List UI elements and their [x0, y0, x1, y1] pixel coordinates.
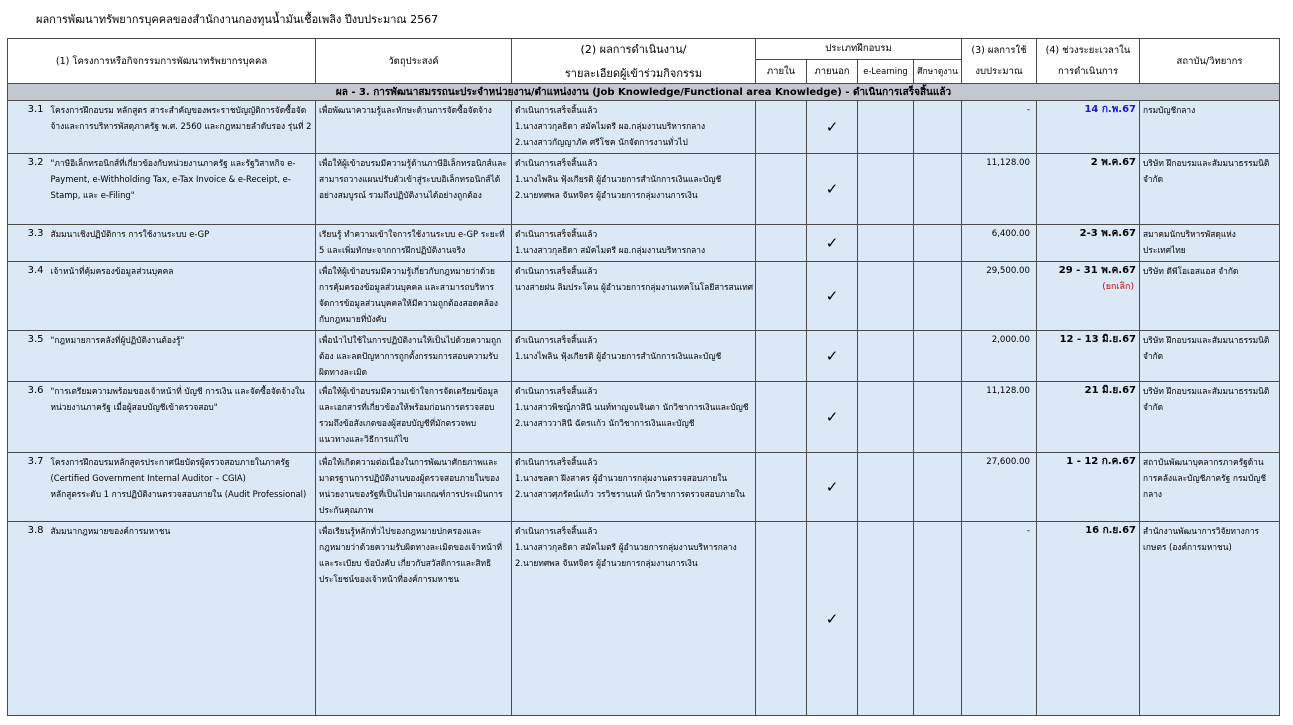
header-institute: สถาบัน/วิทยากร — [1140, 39, 1280, 84]
objective: เรียนรู้ ทำความเข้าใจการใช้งานระบบ e-GP ระยะที่ 5 และเพิ่มทักษะจากการฝึกปฏิบัติงานจริง — [316, 225, 512, 262]
table-row — [8, 522, 1280, 716]
internal-cell — [756, 262, 807, 331]
row-number: 3.2 — [8, 154, 48, 225]
table-row — [8, 101, 1280, 154]
budget: - — [962, 101, 1037, 154]
internal-cell — [756, 382, 807, 453]
table-row — [8, 382, 1280, 453]
study-visit-cell — [914, 522, 962, 716]
status: ดำเนินการเสร็จสิ้นแล้ว — [515, 526, 598, 536]
participant: 1.นางชลดา ฝีงสาคร ผู้อำนวยการกลุ่มงานตรวจสอบภายใน — [515, 473, 728, 483]
period: 21 มิ.ย.67 — [1037, 382, 1140, 453]
participant: 1.นางไพลิน ฟุ้งเกียรติ ผู้อำนวยการสำนักการเงินและบัญชี — [515, 351, 722, 361]
row-number: 3.3 — [8, 225, 48, 262]
participant: 1.นางสาวกุลธิดา สมัคไมตรี ผู้อำนวยการกลุ่มงานบริหารกลาง — [515, 542, 737, 552]
header-result-line2: รายละเอียดผู้เข้าร่วมกิจกรรม — [564, 67, 703, 80]
elearning-cell — [858, 101, 914, 154]
budget: 29,500.00 — [962, 262, 1037, 331]
elearning-cell — [858, 262, 914, 331]
result — [512, 453, 756, 522]
participant: นางสายฝน ลิมประโคน ผู้อำนวยการกลุ่มงานเทคโนโลยีสารสนเทศ — [515, 282, 754, 292]
project-name — [48, 453, 316, 522]
participant: 2.นางสาวศุภรัตน์แก้ว วรวิชรานนท์ นักวิชาการตรวจสอบภายใน — [515, 489, 745, 499]
objective: เพื่อให้ผู้เข้าอบรมมีความรู้เกี่ยวกับกฎหมายว่าด้วยการคุ้มครองข้อมูลส่วนบุคคล และสามารถบริหารจัดการข้อมูลส่วนบุคคลให้มีความถูกต้องสอดคล้องกับกฎหมายที่บังคับ — [316, 262, 512, 331]
table-row — [8, 262, 1280, 331]
budget: 27,600.00 — [962, 453, 1037, 522]
status: ดำเนินการเสร็จสิ้นแล้ว — [515, 105, 598, 115]
header-budget — [962, 39, 1037, 84]
table-row — [8, 331, 1280, 382]
header-internal: ภายใน — [756, 59, 807, 83]
result — [512, 154, 756, 225]
result — [512, 331, 756, 382]
elearning-cell — [858, 382, 914, 453]
internal-cell — [756, 154, 807, 225]
external-check-icon: ✓ — [807, 262, 858, 331]
result — [512, 382, 756, 453]
objective: เพื่อให้เกิดความต่อเนื่องในการพัฒนาศักยภาพและมาตรฐานการปฏิบัติงานของผู้ตรวจสอบภายในของหน่วยงานของรัฐที่เป็นไปตามเกณฑ์การประเมินการประกันคุณภาพ — [316, 453, 512, 522]
project-line: หลักสูตรระดับ 1 การปฏิบัติงานตรวจสอบภายใน (Audit Professional) — [50, 489, 307, 499]
status: ดำเนินการเสร็จสิ้นแล้ว — [515, 229, 598, 239]
institute: บริษัท ดีพีโอเอสแอส จำกัด — [1140, 262, 1280, 331]
elearning-cell — [858, 453, 914, 522]
participant: 2.นายทศพล จันทจิตร ผู้อำนวยการกลุ่มงานการเงิน — [515, 558, 698, 568]
elearning-cell — [858, 331, 914, 382]
project-line: (Certified Government Internal Auditor – CGIA) — [50, 473, 246, 483]
study-visit-cell — [914, 453, 962, 522]
external-check-icon: ✓ — [807, 225, 858, 262]
elearning-cell — [858, 225, 914, 262]
participant: 1.นางสาวกุลธิดา สมัคไมตรี ผอ.กลุ่มงานบริหารกลาง — [515, 121, 706, 131]
row-number: 3.7 — [8, 453, 48, 522]
participant: 1.นางสาวกุลธิดา สมัคไมตรี ผอ.กลุ่มงานบริหารกลาง — [515, 245, 706, 255]
period: 2-3 พ.ค.67 — [1037, 225, 1140, 262]
period — [1037, 262, 1140, 331]
objective: เพื่อนำไปใช้ในการปฏิบัติงานให้เป็นไปด้วยความถูกต้อง และลดปัญหาการถูกตั้งกรรมการสอบความรับผิดทางละเมิด — [316, 331, 512, 382]
header-project: (1) โครงการหรือกิจกรรมการพัฒนาทรัพยากรบุคคล — [8, 39, 316, 84]
institute: สมาคมนักบริหารพัสดุแห่งประเทศไทย — [1140, 225, 1280, 262]
internal-cell — [756, 225, 807, 262]
internal-cell — [756, 101, 807, 154]
row-number: 3.5 — [8, 331, 48, 382]
header-training-type: ประเภทฝึกอบรม — [756, 39, 962, 60]
header-study-visit: ศึกษาดูงาน — [914, 59, 962, 83]
row-number: 3.6 — [8, 382, 48, 453]
result — [512, 262, 756, 331]
external-check-icon: ✓ — [807, 453, 858, 522]
row-number: 3.1 — [8, 101, 48, 154]
header-result — [512, 39, 756, 84]
period: 1 - 12 ก.ค.67 — [1037, 453, 1140, 522]
result — [512, 522, 756, 716]
external-check-icon: ✓ — [807, 331, 858, 382]
project-name: เจ้าหน้าที่คุ้มครองข้อมูลส่วนบุคคล — [48, 262, 316, 331]
study-visit-cell — [914, 331, 962, 382]
status: ดำเนินการเสร็จสิ้นแล้ว — [515, 457, 598, 467]
budget: 6,400.00 — [962, 225, 1037, 262]
period-date: 14 ก.พ.67 — [1084, 104, 1136, 115]
budget: 11,128.00 — [962, 154, 1037, 225]
header-budget-line2: งบประมาณ — [975, 66, 1023, 77]
header-period — [1037, 39, 1140, 84]
table-row — [8, 154, 1280, 225]
project-name: "ภาษีอิเล็กทรอนิกส์ที่เกี่ยวข้องกับหน่วยงานภาครัฐ และรัฐวิสาหกิจ e-Payment, e-Withholding Tax, e-Tax Invoice & e-Receipt, e-Stamp, และ e-Filing" — [48, 154, 316, 225]
institute: กรมบัญชีกลาง — [1140, 101, 1280, 154]
study-visit-cell — [914, 382, 962, 453]
period-date: 29 - 31 พ.ค.67 — [1058, 265, 1136, 276]
external-check-icon: ✓ — [807, 101, 858, 154]
institute: บริษัท ฝึกอบรมและสัมมนาธรรมนิติ จำกัด — [1140, 154, 1280, 225]
period: 16 ก.ย.67 — [1037, 522, 1140, 716]
project-name: สัมมนาเชิงปฏิบัติการ การใช้งานระบบ e-GP — [48, 225, 316, 262]
study-visit-cell — [914, 154, 962, 225]
status: ดำเนินการเสร็จสิ้นแล้ว — [515, 386, 598, 396]
table-row — [8, 225, 1280, 262]
external-check-icon: ✓ — [807, 522, 858, 716]
project-name: "กฎหมายการคลังที่ผู้ปฏิบัติงานต้องรู้" — [48, 331, 316, 382]
header-period-line1: (4) ช่วงระยะเวลาใน — [1045, 45, 1131, 56]
participant: 1.นางสาวพิชญ์ภาสินี นนท์ทาญจนจินดา นักวิชาการเงินและบัญชี — [515, 402, 749, 412]
header-period-line2: การดำเนินการ — [1057, 66, 1119, 77]
objective: เพื่อให้ผู้เข้าอบรมมีความเข้าใจการจัดเตรียมข้อมูลและเอกสารที่เกี่ยวข้องให้พร้อมก่อนการตรวจสอบ รวมถึงข้อสังเกตของผู้สอบบัญชีที่มักตรวจพบ แนวทางและวิธีการแก้ไข — [316, 382, 512, 453]
objective: เพื่อพัฒนาความรู้และทักษะด้านการจัดซื้อจัดจ้าง — [316, 101, 512, 154]
result — [512, 101, 756, 154]
cancelled-note: (ยกเลิก) — [1102, 282, 1134, 292]
institute: สำนักงานพัฒนาการวิจัยทางการเกษตร (องค์การมหาชน) — [1140, 522, 1280, 716]
internal-cell — [756, 453, 807, 522]
project-name: โครงการฝึกอบรม หลักสูตร สาระสำคัญของพระราชบัญญัติการจัดซื้อจัดจ้างและการบริหารพัสดุภาครัฐ พ.ศ. 2560 และกฎหมายลำดับรอง รุ่นที่ 2 — [48, 101, 316, 154]
period — [1037, 101, 1140, 154]
elearning-cell — [858, 154, 914, 225]
row-number: 3.4 — [8, 262, 48, 331]
header-result-line1: (2) ผลการดำเนินงาน/ — [580, 43, 687, 56]
participant: 2.นางสาวกัญญาภัค ศรีโชค นักจัดการงานทั่วไป — [515, 137, 688, 147]
status: ดำเนินการเสร็จสิ้นแล้ว — [515, 266, 598, 276]
institute: สถาบันพัฒนาบุคลากรภาครัฐด้านการคลังและบัญชีภาครัฐ กรมบัญชีกลาง — [1140, 453, 1280, 522]
study-visit-cell — [914, 225, 962, 262]
project-line: โครงการฝึกอบรมหลักสูตรประกาศนียบัตรผู้ตรวจสอบภายในภาครัฐ — [50, 457, 290, 467]
header-external: ภายนอก — [807, 59, 858, 83]
internal-cell — [756, 522, 807, 716]
participant: 1.นางไพลิน ฟุ้งเกียรติ ผู้อำนวยการสำนักการเงินและบัญชี — [515, 174, 722, 184]
table-row — [8, 453, 1280, 522]
page-title: ผลการพัฒนาทรัพยากรบุคคลของสำนักงานกองทุนน้ำมันเชื้อเพลิง ปีงบประมาณ 2567 — [36, 13, 439, 26]
budget: 2,000.00 — [962, 331, 1037, 382]
project-name: สัมมนากฎหมายของค์การมหาชน — [48, 522, 316, 716]
status: ดำเนินการเสร็จสิ้นแล้ว — [515, 335, 598, 345]
row-number: 3.8 — [8, 522, 48, 716]
section-title: ผล - 3. การพัฒนาสมรรถนะประจำหน่วยงาน/ตำแหน่งงาน (Job Knowledge/Functional area Knowledge) - ดำเนินการเสร็จสิ้นแล้ว — [8, 84, 1280, 101]
participant: 2.นางสาววาสินี ฉัตรแก้ว นักวิชาการเงินและบัญชี — [515, 418, 695, 428]
elearning-cell — [858, 522, 914, 716]
result — [512, 225, 756, 262]
study-visit-cell — [914, 262, 962, 331]
budget: - — [962, 522, 1037, 716]
project-name: "การเตรียมความพร้อมของเจ้าหน้าที่ บัญชี การเงิน และจัดซื้อจัดจ้างในหน่วยงานภาครัฐ เมื่อผู้สอบบัญชีเข้าตรวจสอบ" — [48, 382, 316, 453]
status: ดำเนินการเสร็จสิ้นแล้ว — [515, 158, 598, 168]
study-visit-cell — [914, 101, 962, 154]
external-check-icon: ✓ — [807, 382, 858, 453]
external-check-icon: ✓ — [807, 154, 858, 225]
institute: บริษัท ฝึกอบรมและสัมมนาธรรมนิติ จำกัด — [1140, 331, 1280, 382]
participant: 2.นายทศพล จันทจิตร ผู้อำนวยการกลุ่มงานการเงิน — [515, 190, 698, 200]
objective: เพื่อเรียนรู้หลักทั่วไปของกฎหมายปกครองและกฎหมายว่าด้วยความรับผิดทางละเมิดของเจ้าหน้าที่ และระเบียบ ข้อบังคับ เกี่ยวกับสวัสดิการและสิทธิประโยชน์ของเจ้าหน้าที่องค์การมหาชน — [316, 522, 512, 716]
period: 2 พ.ค.67 — [1037, 154, 1140, 225]
header-budget-line1: (3) ผลการใช้ — [971, 45, 1027, 56]
internal-cell — [756, 331, 807, 382]
training-results-table — [7, 38, 1280, 716]
budget: 11,128.00 — [962, 382, 1037, 453]
period: 12 - 13 มิ.ย.67 — [1037, 331, 1140, 382]
header-objective: วัตถุประสงค์ — [316, 39, 512, 84]
header-elearning: e-Learning — [858, 59, 914, 83]
objective: เพื่อให้ผู้เข้าอบรมมีความรู้ด้านภาษีอิเล็กทรอนิกส์และสามารถวางแผนปรับตัวเข้าสู่ระบบอิเล็กทรอนิกส์ได้อย่างสมบูรณ์ รวมถึงปฏิบัติงานได้อย่างถูกต้อง — [316, 154, 512, 225]
institute: บริษัท ฝึกอบรมและสัมมนาธรรมนิติ จำกัด — [1140, 382, 1280, 453]
